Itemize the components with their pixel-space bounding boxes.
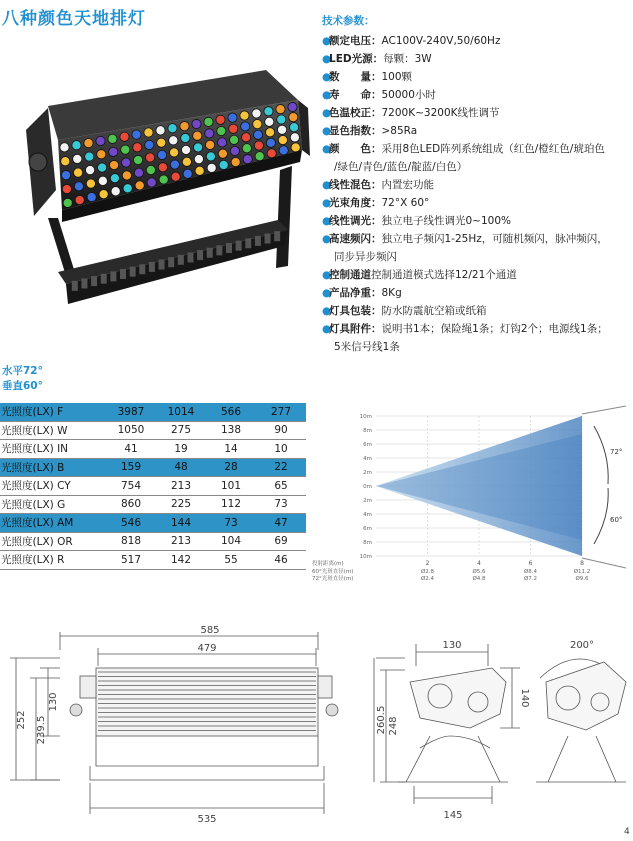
led-lens	[231, 157, 240, 166]
led-lens	[279, 146, 288, 155]
led-lens	[169, 148, 178, 157]
vent-slot	[130, 267, 136, 277]
led-lens	[229, 135, 238, 144]
vent-slot	[226, 243, 232, 253]
spec-value: 50000小时	[381, 89, 436, 101]
x-tick-label: 4	[477, 560, 481, 567]
lux-value: 517	[106, 551, 156, 570]
led-lens	[145, 140, 154, 149]
table-row	[0, 403, 306, 421]
bullet-icon: ●	[322, 107, 332, 119]
led-lens	[97, 163, 106, 172]
spec-item	[322, 302, 630, 320]
x-tick-label: 6	[528, 560, 533, 567]
vent-slot	[216, 245, 222, 255]
spec-value-continued: 同步异步频闪	[334, 251, 397, 263]
led-lens	[217, 126, 226, 135]
spec-value: 8Kg	[381, 287, 402, 299]
led-lens	[241, 133, 250, 142]
y-tick-label: 2m	[363, 470, 372, 476]
dim-side-130: 130	[442, 640, 462, 651]
table-row	[0, 458, 306, 477]
dim-height-239: 239.5	[36, 715, 47, 745]
spec-item	[322, 284, 630, 302]
lux-value: 225	[156, 495, 206, 514]
axis-label: 60°光斑直径(m)	[312, 569, 354, 575]
led-lens	[84, 139, 93, 148]
led-lens	[62, 184, 71, 193]
spec-key: 数 量：	[329, 71, 382, 83]
table-row	[0, 514, 306, 533]
table-row	[0, 440, 306, 459]
lux-value: 22	[256, 458, 306, 477]
lux-value: 41	[106, 440, 156, 459]
led-lens	[121, 145, 130, 154]
bullet-icon: ●	[322, 143, 332, 155]
bullet-icon: ●	[322, 305, 332, 317]
lux-value: 3987	[106, 403, 156, 421]
led-lens	[145, 153, 154, 162]
spec-key: 额定电压：	[329, 35, 382, 47]
page-number: 4	[624, 827, 630, 837]
led-lens	[144, 128, 153, 137]
y-tick-label: 0m	[363, 484, 372, 490]
led-lens	[135, 181, 144, 190]
led-lens	[111, 187, 120, 196]
led-lens	[85, 152, 94, 161]
dimension-drawing	[0, 618, 633, 841]
spec-key: 色温校正：	[329, 107, 382, 119]
vent-slot	[159, 260, 165, 270]
led-lens	[72, 141, 81, 150]
lux-value: 47	[256, 514, 306, 533]
bullet-icon: ●	[322, 179, 332, 191]
led-lens	[120, 132, 129, 141]
lux-value: 1050	[106, 421, 156, 440]
led-lens	[289, 123, 298, 132]
led-lens	[276, 105, 285, 114]
spec-item	[322, 320, 630, 338]
y-tick-label: 8m	[363, 428, 372, 434]
spec-item	[322, 212, 630, 230]
lux-value: 277	[256, 403, 306, 421]
spec-value: 独立电子频闪1-25Hz，可随机频闪，脉冲频闪，	[381, 233, 608, 245]
beam-diagram	[310, 404, 633, 582]
spec-value: 内置宏功能	[381, 179, 434, 191]
lux-value: 55	[206, 551, 256, 570]
led-lens	[180, 122, 189, 131]
bullet-icon: ●	[322, 197, 332, 209]
spec-item	[322, 176, 630, 194]
led-lens	[277, 115, 286, 124]
lux-value: 10	[256, 440, 306, 459]
vent-slot	[207, 248, 213, 258]
spec-value: 控制通道模式选择12/21个通道	[371, 269, 517, 281]
row-label: 光照度(LX) W	[0, 421, 106, 440]
led-lens	[195, 166, 204, 175]
led-lens	[60, 143, 69, 152]
lux-value: 1014	[156, 403, 206, 421]
spec-value: 72°X 60°	[381, 197, 430, 209]
led-lens	[267, 149, 276, 158]
led-lens	[253, 130, 262, 139]
spec-key: 灯具包装：	[329, 305, 382, 317]
led-lens	[252, 109, 261, 118]
bullet-icon: ●	[322, 323, 332, 335]
spot-diameter-label: Ø9.6	[575, 576, 589, 582]
led-lens	[147, 178, 156, 187]
spec-key: 寿 命：	[329, 89, 382, 101]
led-lens	[241, 122, 250, 131]
y-tick-label: 6m	[363, 442, 372, 448]
led-lens	[73, 168, 82, 177]
y-tick-label: 2m	[363, 498, 372, 504]
bullet-icon: ●	[322, 269, 332, 281]
dim-height-130: 130	[48, 692, 59, 712]
dim-height-252: 252	[16, 710, 27, 730]
vent-slot	[265, 234, 271, 244]
table-row	[0, 532, 306, 551]
led-lens	[193, 131, 202, 140]
led-lens	[230, 146, 239, 155]
dim-side-260: 260.5	[376, 705, 387, 735]
spec-key: 显色指数：	[329, 125, 382, 137]
table-row	[0, 421, 306, 440]
x-tick-label: 2	[425, 560, 430, 567]
vent-slot	[274, 231, 280, 241]
lux-value: 48	[156, 458, 206, 477]
led-lens	[291, 143, 300, 152]
led-lens	[85, 166, 94, 175]
led-lens	[133, 155, 142, 164]
lux-value: 73	[256, 495, 306, 514]
y-tick-label: 4m	[363, 456, 372, 462]
spec-item	[322, 68, 630, 86]
vent-slot	[101, 274, 107, 284]
led-lens	[169, 136, 178, 145]
row-label: 光照度(LX) F	[0, 403, 106, 421]
led-lens	[108, 134, 117, 143]
led-lens	[289, 113, 298, 122]
bullet-icon: ●	[322, 287, 332, 299]
spec-key: 高速频闪：	[329, 233, 382, 245]
row-label: 光照度(LX) OR	[0, 532, 106, 551]
led-lens	[205, 140, 214, 149]
y-tick-label: 6m	[363, 526, 372, 532]
spec-key: 线性混色：	[329, 179, 382, 191]
lux-value: 28	[206, 458, 256, 477]
row-label: 光照度(LX) R	[0, 551, 106, 570]
lux-value: 159	[106, 458, 156, 477]
row-label: 光照度(LX) B	[0, 458, 106, 477]
led-lens	[96, 136, 105, 145]
spec-value-continued: 5米信号线1条	[334, 341, 400, 353]
lux-value: 73	[206, 514, 256, 533]
led-lens	[205, 129, 214, 138]
led-lens	[123, 184, 132, 193]
dim-585: 585	[200, 625, 220, 636]
spec-value: 7200K~3200K线性调节	[381, 107, 500, 119]
led-lens	[181, 133, 190, 142]
led-lens	[133, 143, 142, 152]
spec-item	[322, 122, 630, 140]
led-lens	[218, 149, 227, 158]
vent-slot	[139, 264, 145, 274]
led-lens	[61, 171, 70, 180]
led-lens	[277, 125, 286, 134]
led-lens	[122, 171, 131, 180]
lux-value: 754	[106, 477, 156, 496]
table-row	[0, 495, 306, 514]
lux-value: 142	[156, 551, 206, 570]
led-lens	[109, 147, 118, 156]
led-lens	[193, 143, 202, 152]
spec-item	[322, 266, 630, 284]
dim-479: 479	[197, 643, 217, 654]
dim-side-140: 140	[519, 688, 530, 708]
vent-slot	[91, 276, 97, 286]
led-lens	[159, 175, 168, 184]
led-lens	[170, 160, 179, 169]
spec-item	[322, 194, 630, 212]
lux-value: 818	[106, 532, 156, 551]
vent-slot	[72, 281, 78, 291]
led-lens	[157, 138, 166, 147]
led-lens	[192, 119, 201, 128]
row-label: 光照度(LX) IN	[0, 440, 106, 459]
lux-value: 14	[206, 440, 256, 459]
spot-diameter-label: Ø8.4	[523, 569, 538, 575]
y-tick-label: 10m	[359, 414, 372, 420]
illuminance-table	[0, 403, 306, 570]
led-lens	[156, 126, 165, 135]
axis-label: 72°光斑直径(m)	[312, 576, 354, 582]
bullet-icon: ●	[322, 233, 332, 245]
angle-60-label: 60°	[610, 516, 623, 524]
vent-slot	[120, 269, 126, 279]
lux-value: 138	[206, 421, 256, 440]
led-lens	[228, 113, 237, 122]
spec-key: 产品净重：	[329, 287, 382, 299]
spec-key: 光束角度：	[329, 197, 382, 209]
led-lens	[216, 115, 225, 124]
lux-value: 112	[206, 495, 256, 514]
spec-key: LED光源：	[329, 53, 384, 65]
lux-value: 65	[256, 477, 306, 496]
vent-slot	[110, 271, 116, 281]
led-lens	[61, 157, 70, 166]
bullet-icon: ●	[322, 53, 332, 65]
spec-heading: 技术参数：	[322, 15, 375, 27]
vertical-angle: 垂直60°	[2, 380, 43, 392]
table-row	[0, 477, 306, 496]
vent-slot	[149, 262, 155, 272]
lux-value: 546	[106, 514, 156, 533]
led-lens	[74, 182, 83, 191]
bullet-icon: ●	[322, 71, 332, 83]
led-lens	[229, 124, 238, 133]
led-lens	[255, 152, 264, 161]
row-label: 光照度(LX) G	[0, 495, 106, 514]
page-title: 八种颜色天地排灯	[2, 9, 146, 29]
spec-key: 线性调光：	[329, 215, 382, 227]
led-lens	[204, 117, 213, 126]
lux-value: 101	[206, 477, 256, 496]
spec-item	[322, 140, 630, 158]
spec-value: AC100V-240V,50/60Hz	[381, 35, 501, 47]
led-lens	[97, 150, 106, 159]
lux-value: 213	[156, 532, 206, 551]
led-lens	[146, 165, 155, 174]
bullet-icon: ●	[322, 35, 332, 47]
led-lens	[266, 138, 275, 147]
spec-value: 采用8色LED阵列系统组成（红色/橙红色/琥珀色	[381, 143, 605, 155]
spot-diameter-label: Ø5.6	[472, 569, 486, 575]
led-lens	[73, 154, 82, 163]
dim-side-248: 248	[388, 716, 399, 736]
spec-item	[322, 86, 630, 104]
dim-rotation: 200°	[569, 640, 595, 651]
led-lens	[132, 130, 141, 139]
beam-angle-label	[2, 364, 43, 394]
lux-value: 104	[206, 532, 256, 551]
spec-value: 独立电子线性调光0~100%	[381, 215, 511, 227]
row-label: 光照度(LX) AM	[0, 514, 106, 533]
axis-label: 投射距离(m)	[312, 561, 344, 567]
led-lens	[110, 174, 119, 183]
led-lens	[87, 193, 96, 202]
spec-value: 100颗	[381, 71, 413, 83]
led-lens	[157, 150, 166, 159]
vent-slot	[255, 236, 261, 246]
led-lens	[158, 163, 167, 172]
x-tick-label: 8	[580, 560, 584, 567]
lux-value: 69	[256, 532, 306, 551]
horizontal-angle: 水平72°	[2, 365, 43, 377]
spec-item	[322, 230, 630, 248]
led-lens	[265, 117, 274, 126]
spec-item	[322, 50, 630, 68]
y-tick-label: 10m	[359, 554, 372, 560]
led-lens	[181, 145, 190, 154]
led-lens	[86, 179, 95, 188]
y-tick-label: 4m	[363, 512, 372, 518]
led-lens	[194, 155, 203, 164]
led-lens	[240, 111, 249, 120]
spec-value-continued: /绿色/青色/蓝色/靛蓝/白色）	[334, 161, 468, 173]
spec-list	[322, 12, 630, 356]
vent-slot	[197, 250, 203, 260]
dim-side-145: 145	[443, 810, 463, 821]
lux-value: 19	[156, 440, 206, 459]
bullet-icon: ●	[322, 89, 332, 101]
led-lens	[171, 172, 180, 181]
led-lens	[243, 155, 252, 164]
led-lens	[206, 152, 215, 161]
vent-slot	[245, 238, 251, 248]
lux-value: 144	[156, 514, 206, 533]
bullet-icon: ●	[322, 125, 332, 137]
led-lens	[265, 128, 274, 137]
spec-item	[322, 104, 630, 122]
led-lens	[242, 144, 251, 153]
lux-value: 275	[156, 421, 206, 440]
lux-value: 213	[156, 477, 206, 496]
lux-value: 566	[206, 403, 256, 421]
y-tick-label: 8m	[363, 540, 372, 546]
spot-diameter-label: Ø7.2	[523, 576, 538, 582]
led-lens	[217, 138, 226, 147]
vent-slot	[81, 278, 87, 288]
lux-value: 90	[256, 421, 306, 440]
led-lens	[99, 190, 108, 199]
spot-diameter-label: Ø2.4	[420, 576, 435, 582]
spec-key: 控制通道	[329, 269, 371, 281]
led-lens	[288, 102, 297, 111]
led-lens	[109, 160, 118, 169]
led-lens	[182, 157, 191, 166]
spec-item	[322, 32, 630, 50]
led-lens	[253, 120, 262, 129]
led-lens	[264, 107, 273, 116]
spec-value: 说明书1本；保险绳1条；灯钩2个；电源线1条；	[381, 323, 608, 335]
spot-diameter-label: Ø2.8	[420, 569, 435, 575]
spec-key: 颜 色：	[329, 143, 382, 155]
led-lens	[168, 124, 177, 133]
lux-value: 860	[106, 495, 156, 514]
dim-535: 535	[197, 814, 217, 825]
table-row	[0, 551, 306, 570]
led-lens	[75, 195, 84, 204]
bullet-icon: ●	[322, 215, 332, 227]
spec-key: 灯具附件：	[329, 323, 382, 335]
spec-value: 防水防震航空箱或纸箱	[381, 305, 487, 317]
led-lens	[98, 176, 107, 185]
row-label: 光照度(LX) CY	[0, 477, 106, 496]
led-lens	[134, 168, 143, 177]
lux-value: 46	[256, 551, 306, 570]
spec-value: >85Ra	[381, 125, 418, 137]
led-lens	[183, 169, 192, 178]
vent-slot	[178, 255, 184, 265]
led-lens	[121, 158, 130, 167]
led-lens	[219, 160, 228, 169]
vent-slot	[236, 241, 242, 251]
led-lens	[278, 135, 287, 144]
vent-slot	[168, 257, 174, 267]
angle-72-label: 72°	[610, 448, 623, 456]
product-image	[18, 70, 316, 350]
led-lens	[290, 133, 299, 142]
vent-slot	[187, 252, 193, 262]
spec-value: 每颗：3W	[383, 53, 432, 65]
spot-diameter-label: Ø11.2	[573, 569, 591, 575]
led-lens	[63, 198, 72, 207]
spot-diameter-label: Ø4.8	[472, 576, 486, 582]
led-lens	[207, 163, 216, 172]
led-lens	[254, 141, 263, 150]
